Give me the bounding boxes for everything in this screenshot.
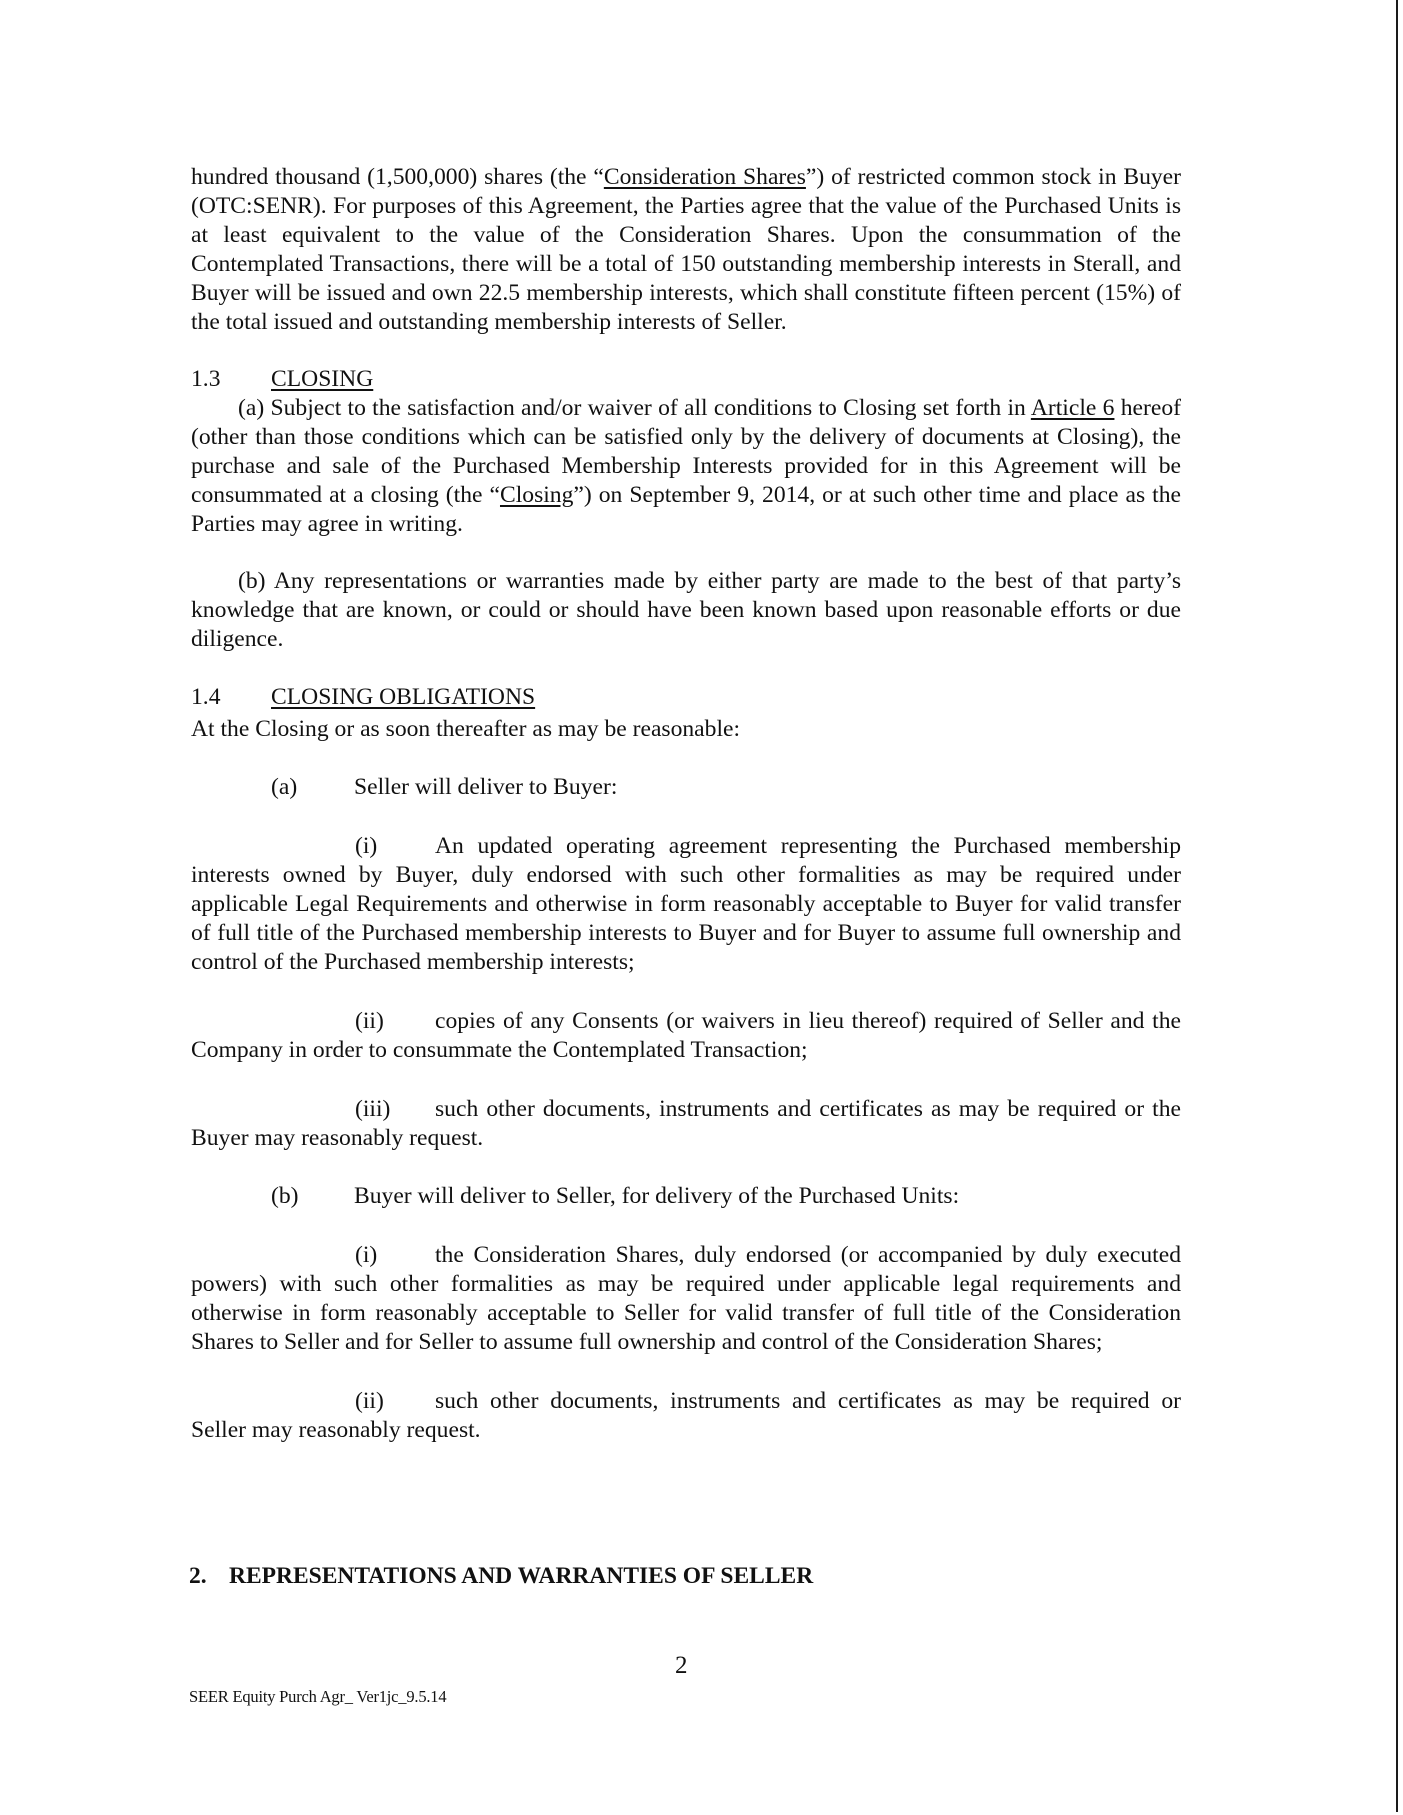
seller-item-iii: [191, 1095, 1181, 1153]
page-edge-rule: [1396, 0, 1398, 1812]
closing-para-a: [191, 394, 1181, 539]
text: ”) on September 9, 2014, or at such other time and place as the Parties may agree in writing.: [191, 482, 1181, 537]
text: (a) Subject to the satisfaction and/or waiver of all conditions to Closing set forth in: [238, 395, 1031, 422]
text: hereof (other than those conditions which can be satisfied only by the delivery of documents at Closing), the purchase and sale of the Purchased Membership Interests provided for in this Agreement will be consummated at a closing (the “: [191, 395, 1181, 509]
item-label: (b): [271, 1183, 299, 1210]
item-text: such other documents, instruments and certificates as may be required or the Buyer may reasonably request.: [191, 1095, 1181, 1151]
item-text: Seller will deliver to Buyer:: [354, 774, 618, 801]
section-1-4-heading: [191, 683, 1181, 712]
item-text: An updated operating agreement representing the Purchased membership interests owned by Buyer, duly endorsed with such other formalities as may be required under applicable Legal Requirements and otherwise in form reasonably acceptable to Buyer for valid transfer of full title of the Purchased membership interests to Buyer and for Buyer to assume full ownership and control of the Purchased membership interests;: [191, 833, 1181, 975]
buyer-deliverables-heading: [191, 1182, 1181, 1211]
section-number: 2.: [189, 1563, 207, 1589]
section-title: CLOSING: [271, 366, 374, 393]
document-body: [191, 163, 1181, 1445]
item-text: the Consideration Shares, duly endorsed (or accompanied by duly executed powers) with such other formalities as may be required under applicable legal requirements and otherwise in form reasonably acceptable to Seller for valid transfer of full title of the Consideration Shares to Seller and for Seller to assume full ownership and control of the Consideration Shares;: [191, 1242, 1181, 1356]
section-number: 1.3: [191, 366, 221, 393]
buyer-item-ii: [191, 1387, 1181, 1445]
defined-term-closing: Closing: [499, 482, 574, 509]
section-2-heading: [189, 1563, 813, 1590]
closing-para-b: (b) Any representations or warranties made by either party are made to the best of that party’s knowledge that are known, or could or should have been known based upon reasonable efforts or due diligence.: [191, 567, 1181, 652]
section-1-3-heading: [191, 365, 1181, 394]
item-label: (a): [271, 774, 298, 801]
item-label: (ii): [355, 1388, 384, 1414]
buyer-item-i: [191, 1241, 1181, 1357]
page-number: 2: [675, 1652, 688, 1679]
item-label: (i): [355, 833, 378, 860]
item-label: (i): [355, 1242, 378, 1269]
section-number: 1.4: [191, 683, 221, 710]
item-text: copies of any Consents (or waivers in lieu thereof) required of Seller and the Company in order to consummate the Contemplated Transaction;: [191, 1007, 1181, 1063]
section-title: REPRESENTATIONS AND WARRANTIES OF SELLER: [229, 1563, 814, 1589]
intro-paragraph: [191, 163, 1181, 336]
footer-doc-id: SEER Equity Purch Agr_ Ver1jc_9.5.14: [189, 1687, 447, 1706]
item-label: (ii): [355, 1007, 384, 1034]
item-text: Buyer will deliver to Seller, for delivery of the Purchased Units:: [354, 1183, 960, 1210]
article-6-link[interactable]: Article 6: [1030, 395, 1115, 422]
text: ”) of restricted common stock in Buyer (OTC:SENR). For purposes of this Agreement, the Parties agree that the value of the Purchased Units is at least equivalent to the value of the Consideration Shares. Upon the consummation of the Contemplated Transactions, there will be a total of 150 outstanding membership interests in Sterall, and Buyer will be issued and own 22.5 membership interests, which shall constitute fifteen percent (15%) of the total issued and outstanding membership interests of Seller.: [191, 164, 1181, 335]
seller-item-ii: [191, 1007, 1181, 1065]
obligations-lead: At the Closing or as soon thereafter as may be reasonable:: [191, 715, 741, 742]
text: hundred thousand (1,500,000) shares (the “: [191, 164, 604, 190]
item-label: (iii): [355, 1095, 391, 1122]
seller-deliverables-heading: [191, 773, 1181, 802]
defined-term-consideration-shares: Consideration Shares: [603, 164, 806, 190]
seller-item-i: [191, 832, 1181, 977]
item-text: such other documents, instruments and certificates as may be required or Seller may reasonably request.: [191, 1388, 1181, 1443]
section-title: CLOSING OBLIGATIONS: [271, 683, 536, 710]
